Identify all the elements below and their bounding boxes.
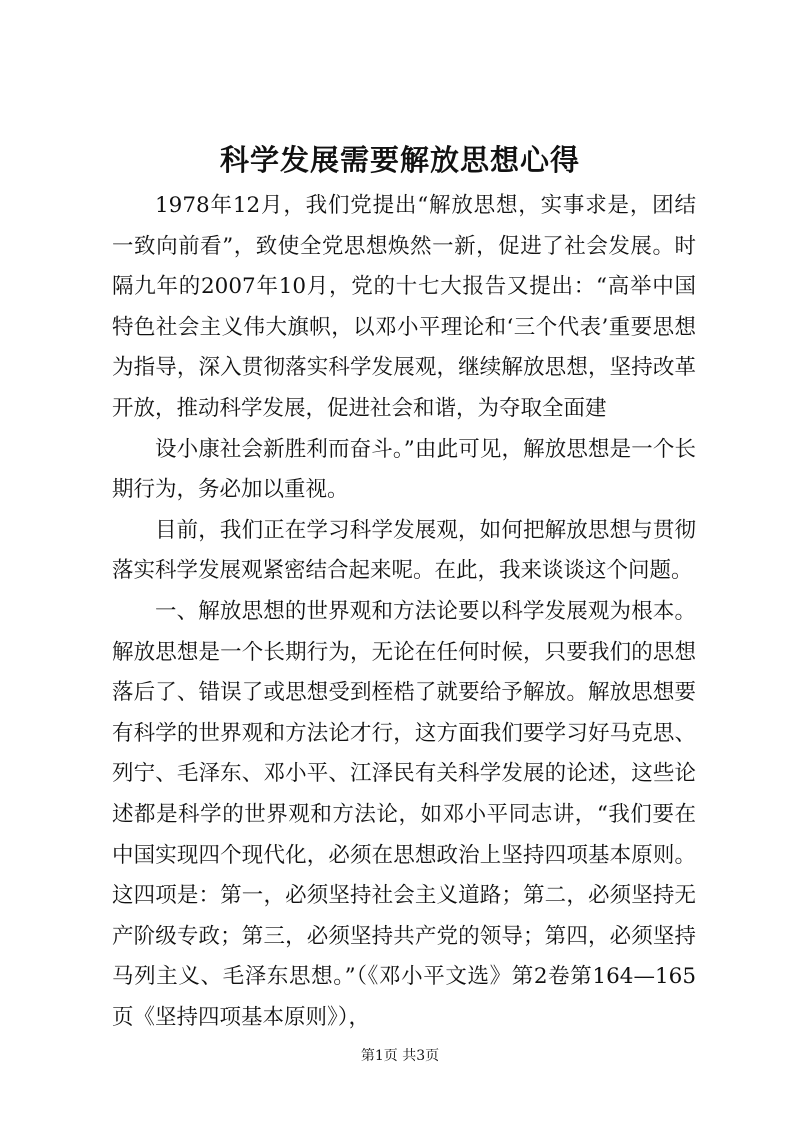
document-body: [112, 186, 696, 1038]
paragraph: 一、解放思想的世界观和方法论要以科学发展观为根本。解放思想是一个长期行为，无论在任何时候，只要我们的思想落后了、错误了或思想受到桎梏了就要给予解放。解放思想要有科学的世界观和方法论才行，这方面我们要学习好马克思、列宁、毛泽东、邓小平、江泽民有关科学发展的论述，这些论述都是科学的世界观和方法论，如邓小平同志讲，“我们要在中国实现四个现代化，必须在思想政治上坚持四项基本原则。这四项是：第一，必须坚持社会主义道路；第二，必须坚持无产阶级专政；第三，必须坚持共产党的领导；第四，必须坚持马列主义、毛泽东思想。”（《邓小平文选》第2卷第164—165页《坚持四项基本原则》），: [112, 598, 696, 1030]
paragraph: 1978年12月，我们党提出“解放思想，实事求是，团结一致向前看”，致使全党思想焕然一新，促进了社会发展。时隔九年的2007年10月，党的十七大报告又提出：“高举中国特色社会主义伟大旗帜，以邓小平理论和‘三个代表’重要思想为指导，深入贯彻落实科学发展观，继续解放思想，坚持改革开放，推动科学发展，促进社会和谐，为夺取全面建: [112, 193, 696, 421]
paragraph: 设小康社会新胜利而奋斗。”由此可见，解放思想是一个长期行为，务必加以重视。: [112, 436, 696, 503]
page-footer: 第1页 共3页: [360, 1048, 440, 1064]
page-title: 科学发展需要解放思想心得: [219, 143, 580, 177]
paragraph: 目前，我们正在学习科学发展观，如何把解放思想与贯彻落实科学发展观紧密结合起来呢。在此，我来谈谈这个问题。: [112, 517, 696, 584]
